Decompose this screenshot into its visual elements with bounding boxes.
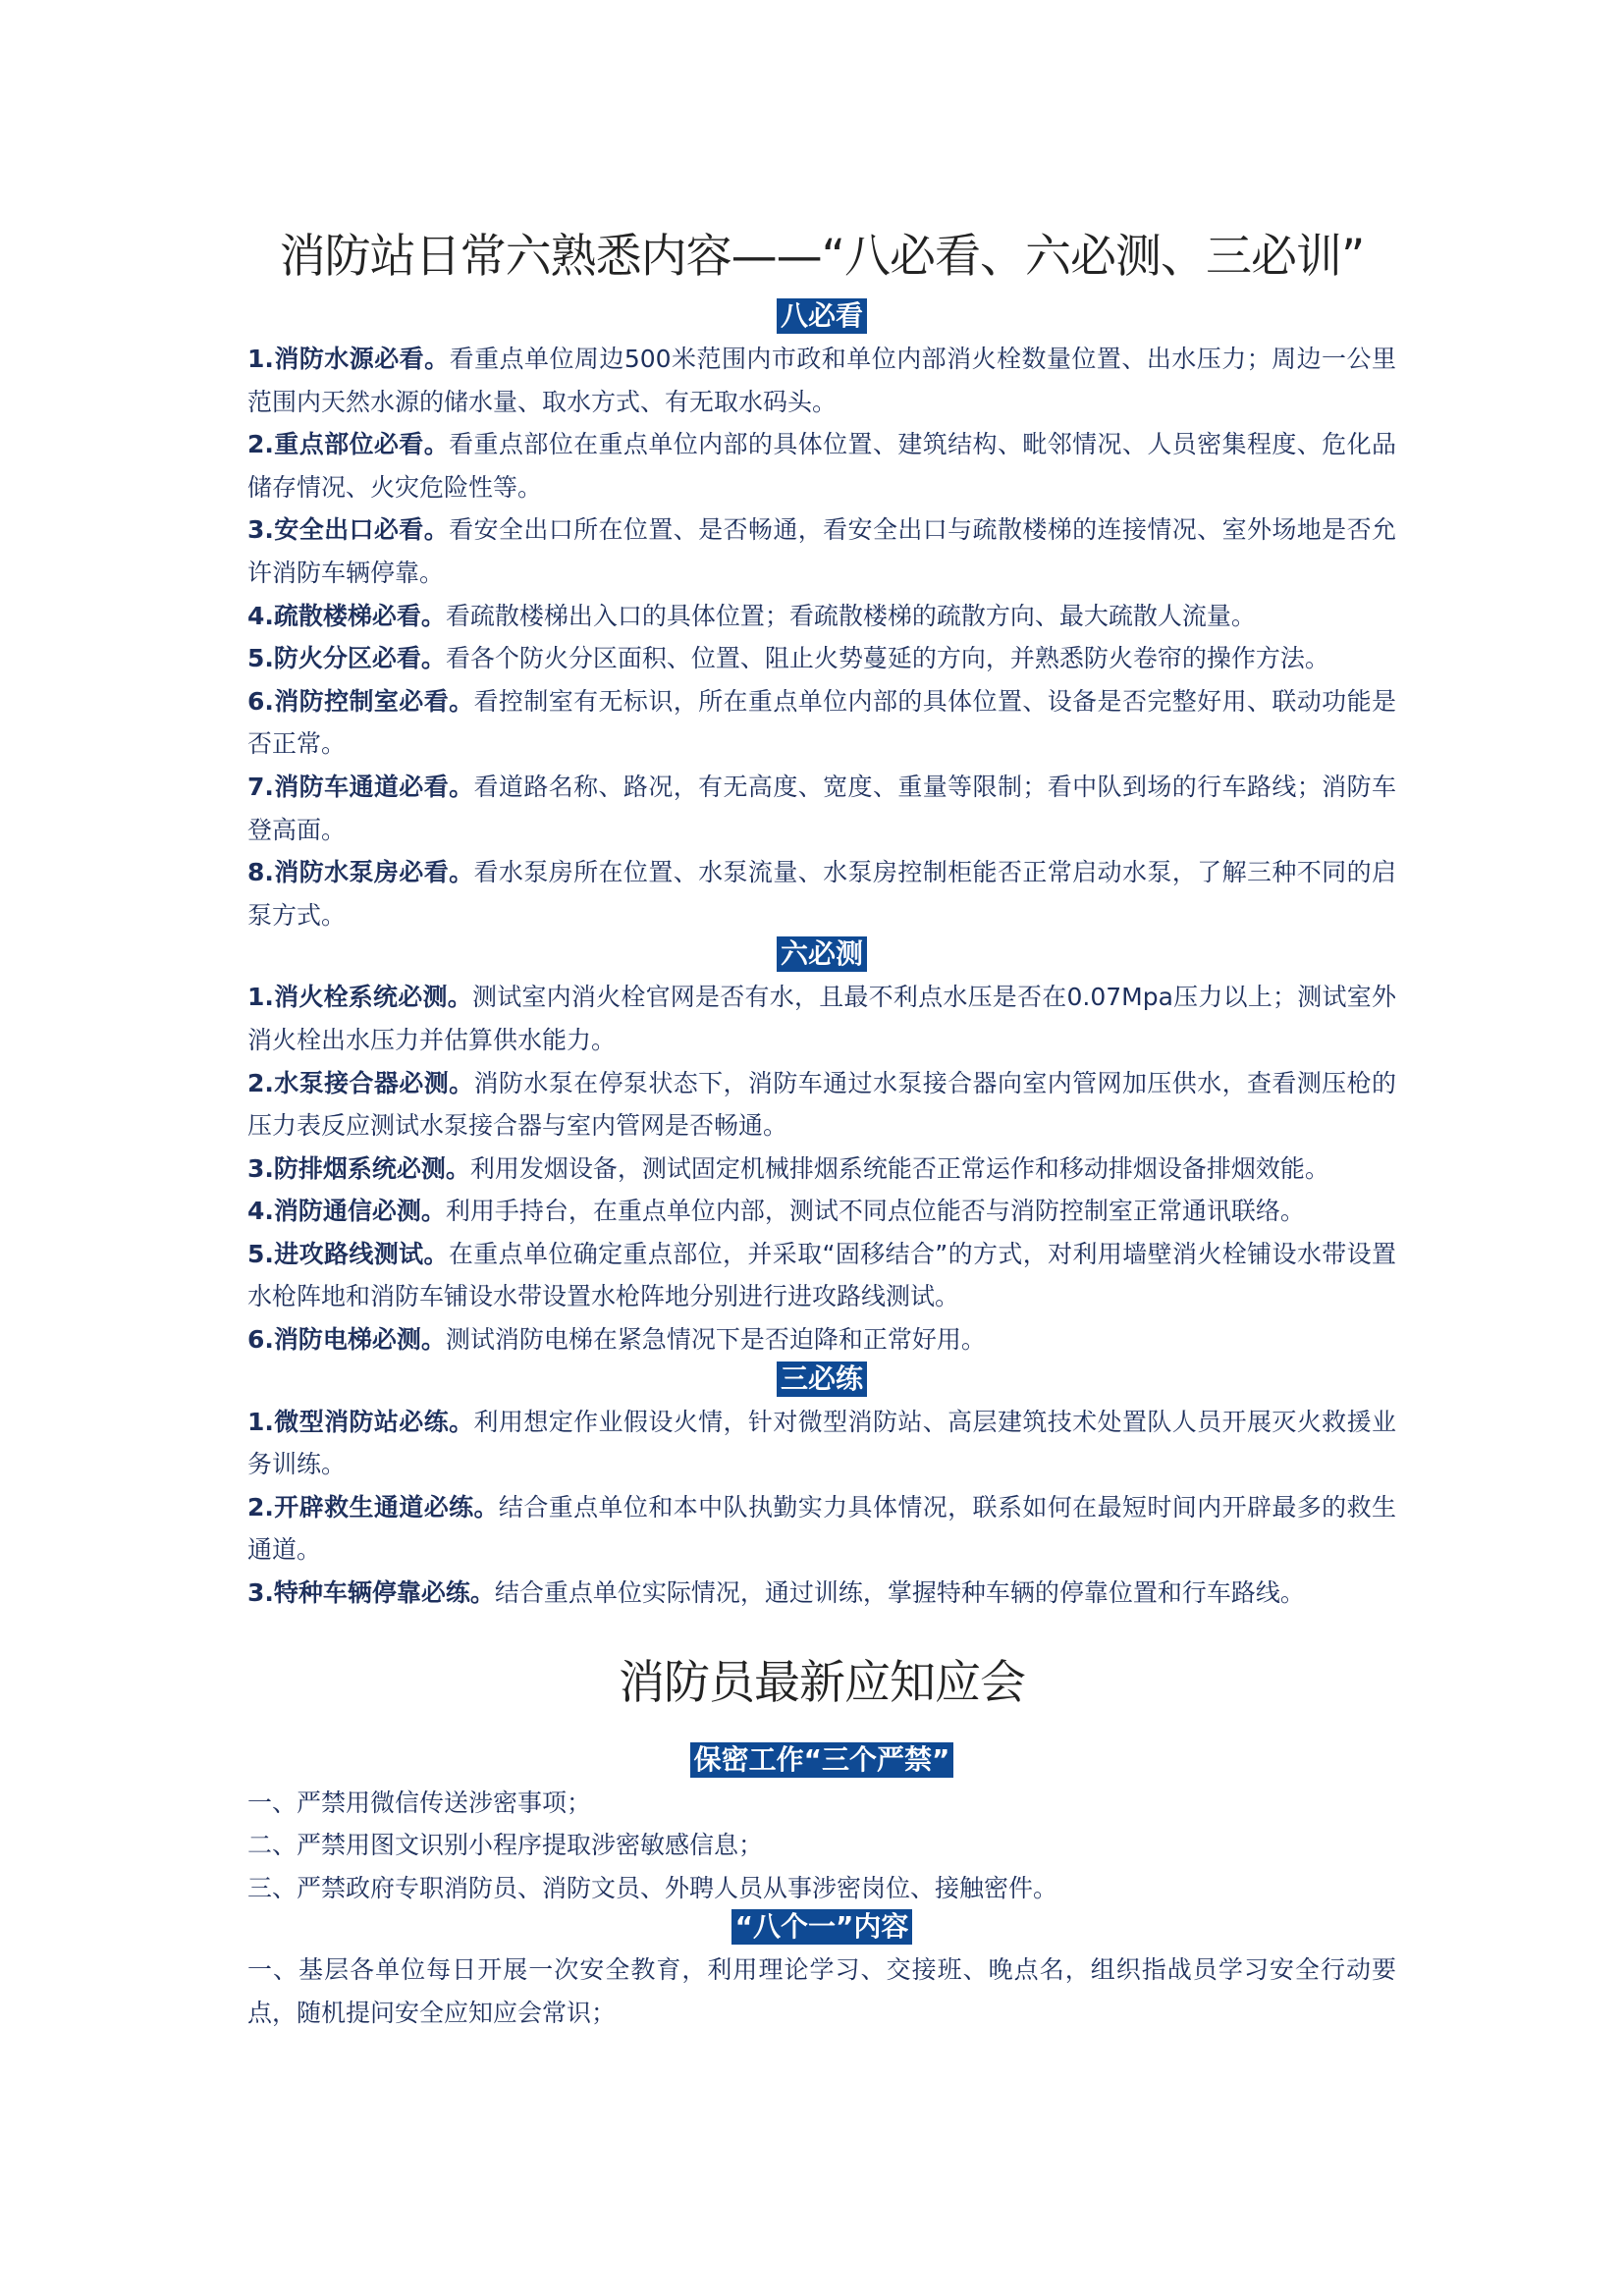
list-item: 一、严禁用微信传送涉密事项；	[247, 1788, 592, 1817]
list-item	[247, 1062, 1396, 1148]
section-badge: 八必看	[777, 298, 867, 334]
item-heading: 8.消防水泵房必看。	[247, 858, 474, 887]
item-text: 利用手持台，在重点单位内部，测试不同点位能否与消防控制室正常通讯联络。	[445, 1197, 1305, 1226]
list-item	[247, 976, 1396, 1061]
list-item	[247, 1318, 1396, 1362]
item-text: 测试消防电梯在紧急情况下是否迫降和正常好用。	[445, 1325, 986, 1355]
section-badge: 三必练	[777, 1362, 867, 1397]
list-item: 三、严禁政府专职消防员、消防文员、外聘人员从事涉密岗位、接触密件。	[247, 1873, 1058, 1902]
item-text: 在重点单位确定重点部位，并采取“固移结合”的方式，对利用墙壁消火栓铺设水带设置水枪阵地和消防车铺设水带设置水枪阵地分别进行进攻路线测试。	[247, 1239, 1396, 1311]
item-text: 看水泵房所在位置、水泵流量、水泵房控制柜能否正常启动水泵，了解三种不同的启泵方式。	[247, 858, 1396, 930]
section-badge: 保密工作“三个严禁”	[690, 1742, 954, 1778]
list-item	[247, 1190, 1396, 1233]
list-item	[247, 1572, 1396, 1615]
section-heading-wrap	[247, 1742, 1396, 1782]
list-item	[247, 595, 1396, 638]
list-item	[247, 680, 1396, 766]
item-heading: 6.消防电梯必测。	[247, 1325, 446, 1355]
list-item	[247, 1233, 1396, 1318]
item-heading: 2.水泵接合器必测。	[247, 1068, 474, 1097]
list-item	[247, 338, 1396, 423]
list-item: 一、基层各单位每日开展一次安全教育，利用理论学习、交接班、晚点名，组织指战员学习安全行动要点，随机提问安全应知应会常识；	[247, 1955, 1396, 2027]
item-heading: 5.进攻路线测试。	[247, 1239, 449, 1268]
section-heading-wrap	[247, 1362, 1396, 1401]
section-heading-wrap	[247, 298, 1396, 338]
item-text: 测试室内消火栓官网是否有水，且最不利点水压是否在0.07Mpa压力以上；测试室外消火栓出水压力并估算供水能力。	[247, 983, 1396, 1054]
section-list	[247, 298, 1396, 1615]
list-item	[247, 851, 1396, 936]
item-heading: 5.防火分区必看。	[247, 644, 446, 673]
item-text: 看重点部位在重点单位内部的具体位置、建筑结构、毗邻情况、人员密集程度、危化品储存情况、火灾危险性等。	[247, 430, 1396, 502]
item-heading: 1.消防水源必看。	[247, 345, 450, 373]
item-text: 看各个防火分区面积、位置、阻止火势蔓延的方向，并熟悉防火卷帘的操作方法。	[445, 644, 1329, 673]
item-text: 结合重点单位实际情况，通过训练，掌握特种车辆的停靠位置和行车路线。	[494, 1578, 1305, 1608]
document-title: 消防站日常六熟悉内容——“八必看、六必测、三必训”	[279, 230, 1365, 284]
item-text: 结合重点单位和本中队执勤实力具体情况，联系如何在最短时间内开辟最多的救生通道。	[247, 1492, 1396, 1565]
list-item	[247, 1486, 1396, 1572]
document-title-2: 消防员最新应知应会	[619, 1655, 1025, 1710]
section-list-2	[247, 1742, 1396, 2035]
document-page	[247, 0, 1396, 2035]
item-heading: 3.防排烟系统必测。	[247, 1153, 470, 1183]
list-item	[247, 508, 1396, 594]
list-item: 二、严禁用图文识别小程序提取涉密敏感信息；	[247, 1831, 764, 1860]
item-text: 看安全出口所在位置、是否畅通，看安全出口与疏散楼梯的连接情况、室外场地是否允许消防车辆停靠。	[247, 515, 1396, 587]
section-badge: 六必测	[777, 936, 867, 972]
item-heading: 3.安全出口必看。	[247, 515, 450, 545]
item-text: 利用想定作业假设火情，针对微型消防站、高层建筑技术处置队人员开展灭火救援业务训练。	[247, 1407, 1396, 1479]
item-heading: 2.开辟救生通道必练。	[247, 1492, 499, 1522]
item-heading: 2.重点部位必看。	[247, 430, 450, 459]
list-item	[247, 423, 1396, 508]
item-heading: 1.微型消防站必练。	[247, 1407, 474, 1436]
item-text: 看重点单位周边500米范围内市政和单位内部消火栓数量位置、出水压力；周边一公里范围内天然水源的储水量、取水方式、有无取水码头。	[247, 345, 1396, 416]
item-text: 消防水泵在停泵状态下，消防车通过水泵接合器向室内管网加压供水，查看测压枪的压力表反应测试水泵接合器与室内管网是否畅通。	[247, 1068, 1396, 1141]
section-badge: “八个一”内容	[731, 1909, 913, 1945]
section-heading-wrap	[247, 936, 1396, 976]
item-text: 看道路名称、路况，有无高度、宽度、重量等限制；看中队到场的行车路线；消防车登高面。	[247, 772, 1396, 844]
list-item	[247, 1401, 1396, 1486]
item-text: 看疏散楼梯出入口的具体位置；看疏散楼梯的疏散方向、最大疏散人流量。	[445, 601, 1256, 630]
item-heading: 7.消防车通道必看。	[247, 772, 474, 801]
item-heading: 6.消防控制室必看。	[247, 686, 474, 716]
list-item	[247, 637, 1396, 680]
list-item	[247, 1148, 1396, 1191]
list-item	[247, 766, 1396, 851]
item-text: 利用发烟设备，测试固定机械排烟系统能否正常运作和移动排烟设备排烟效能。	[469, 1153, 1329, 1183]
item-heading: 4.消防通信必测。	[247, 1197, 446, 1226]
item-text: 看控制室有无标识，所在重点单位内部的具体位置、设备是否完整好用、联动功能是否正常。	[247, 686, 1396, 759]
section-heading-wrap	[247, 1909, 1396, 1949]
item-heading: 1.消火栓系统必测。	[247, 983, 472, 1012]
item-heading: 3.特种车辆停靠必练。	[247, 1578, 495, 1608]
item-heading: 4.疏散楼梯必看。	[247, 601, 446, 630]
